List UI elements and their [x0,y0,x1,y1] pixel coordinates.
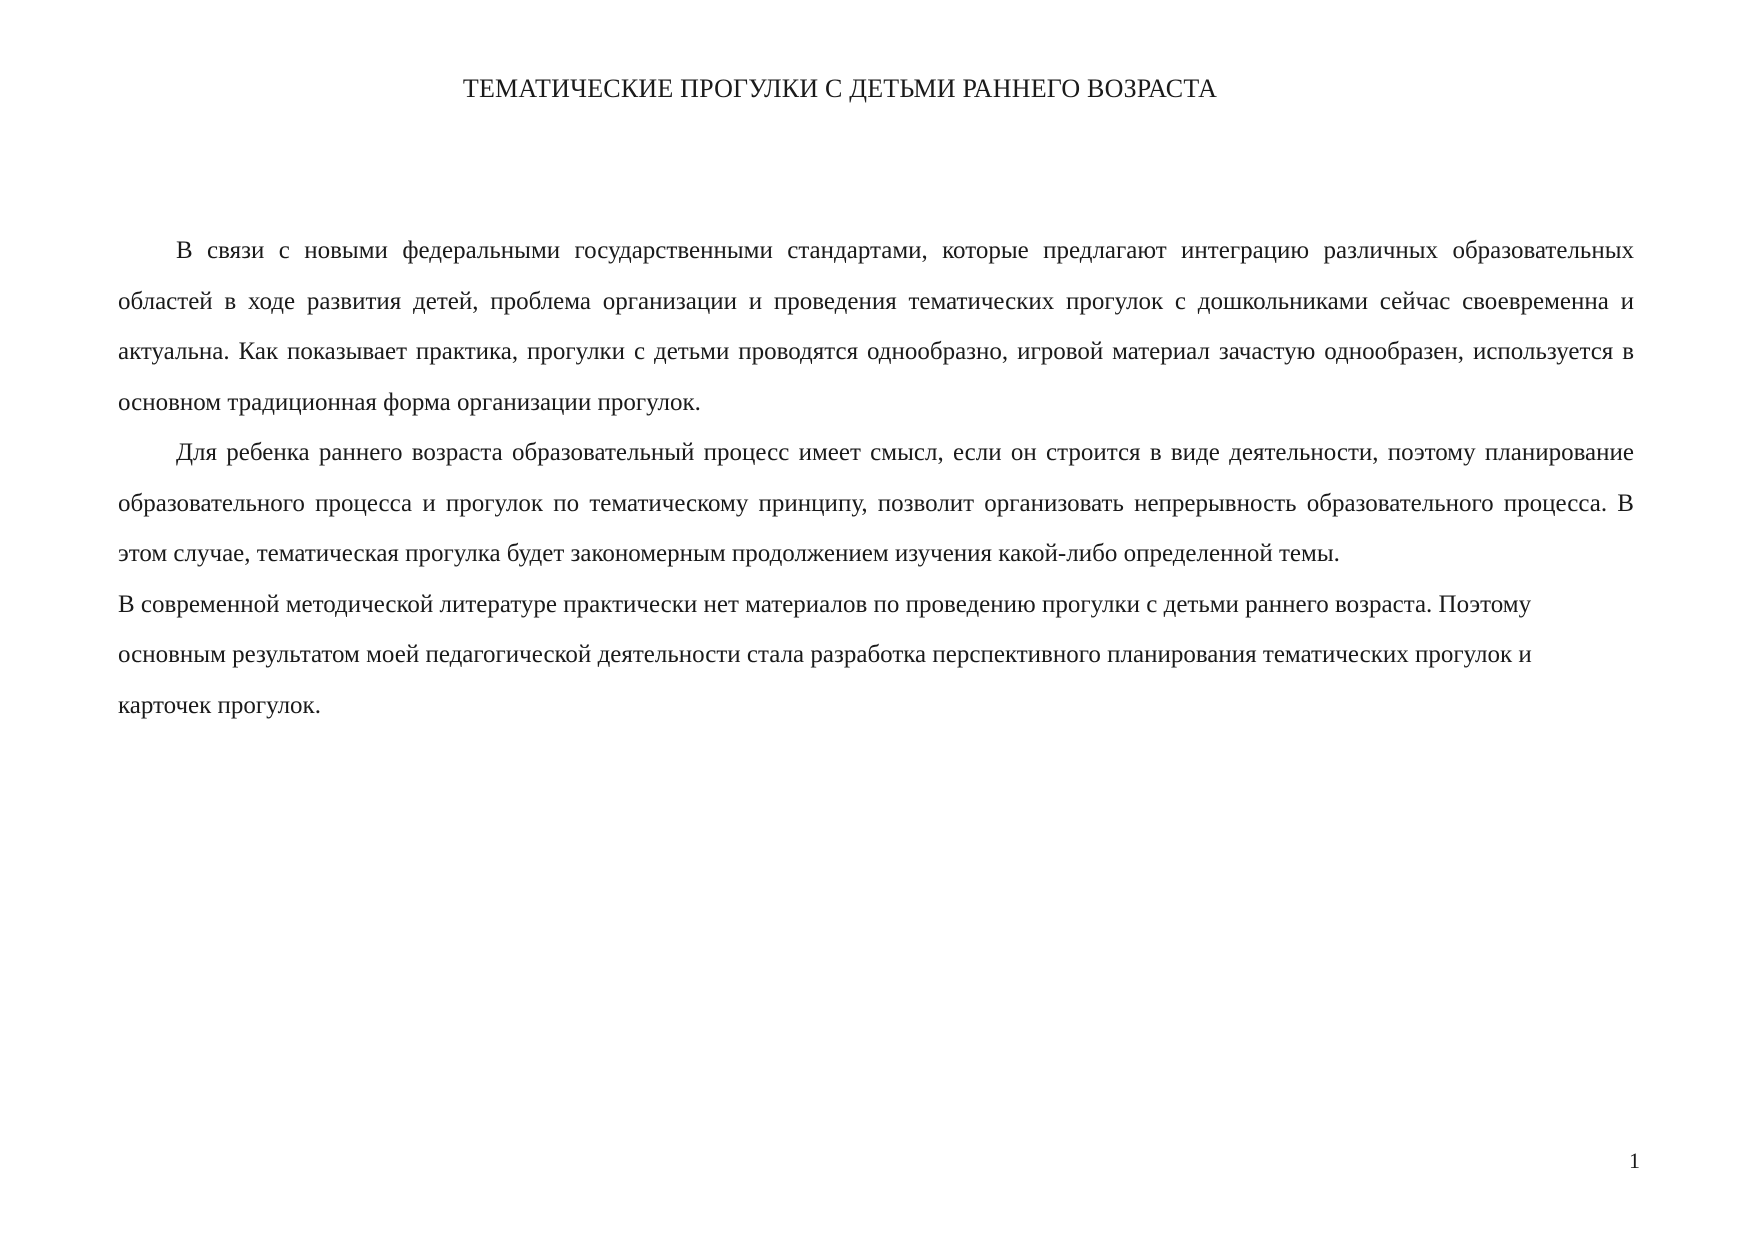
page-number: 1 [1629,1148,1640,1173]
paragraph-2: Для ребенка раннего возраста образовательный процесс имеет смысл, если он строится в виде деятельности, поэтому планирование образовательного процесса и прогулок по тематическому принципу, позволит организовать непрерывность образовательного процесса. В этом случае, тематическая прогулка будет закономерным продолжением изучения какой-либо определенной темы. [118,439,1634,567]
document-title: ТЕМАТИЧЕСКИЕ ПРОГУЛКИ С ДЕТЬМИ РАННЕГО ВОЗРАСТА [462,74,1218,103]
document-body [118,226,1634,731]
paragraph-3: В современной методической литературе практически нет материалов по проведению прогулки с детьми раннего возраста. Поэтому основным результатом моей педагогической деятельности стала разработка перспективного планирования тематических прогулок и карточек прогулок. [118,590,1532,719]
paragraph-1: В связи с новыми федеральными государственными стандартами, которые предлагают интеграцию различных образовательных областей в ходе развития детей, проблема организации и проведения тематических прогулок с дошкольниками сейчас своевременна и актуальна. Как показывает практика, прогулки с детьми проводятся однообразно, игровой материал зачастую однообразен, используется в основном традиционная форма организации прогулок. [118,237,1634,416]
